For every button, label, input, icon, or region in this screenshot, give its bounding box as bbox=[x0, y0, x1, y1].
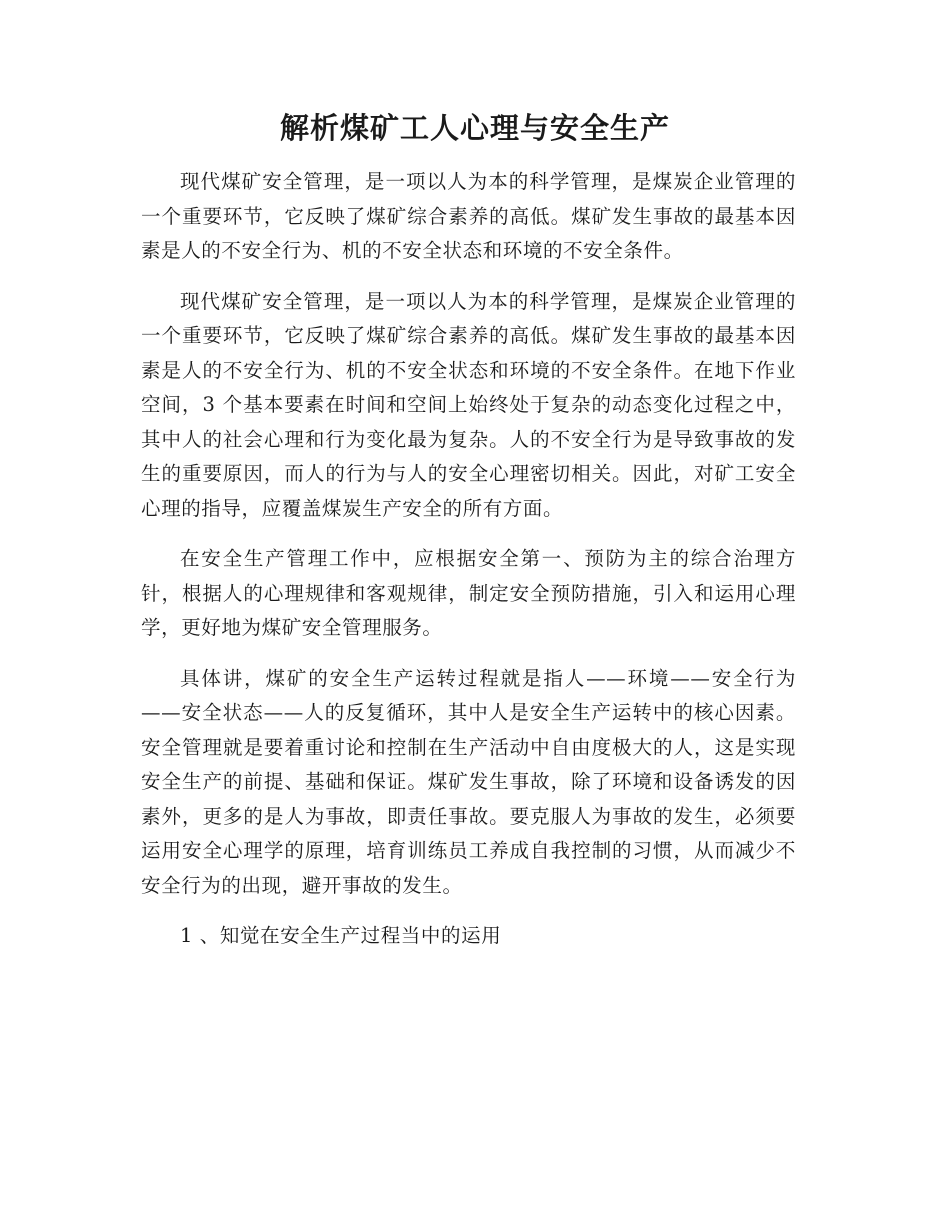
paragraph-2: 现代煤矿安全管理，是一项以人为本的科学管理，是煤炭企业管理的一个重要环节，它反映了煤矿综合素养的高低。煤矿发生事故的最基本因素是人的不安全行为、机的不安全状态和环境的不安全条件。在地下作业空间，3 个基本要素在时间和空间上始终处于复杂的动态变化过程之中，其中人的社会心理和行为变化最为复杂。人的不安全行为是导致事故的发生的重要原因，而人的行为与人的安全心理密切相关。因此，对矿工安全心理的指导，应覆盖煤炭生产安全的所有方面。 bbox=[141, 289, 796, 520]
document-body bbox=[141, 165, 796, 970]
paragraph-3: 在安全生产管理工作中，应根据安全第一、预防为主的综合治理方针，根据人的心理规律和客观规律，制定安全预防措施，引入和运用心理学，更好地为煤矿安全管理服务。 bbox=[141, 547, 796, 639]
document-title: 解析煤矿工人心理与安全生产 bbox=[279, 111, 670, 145]
paragraph-1: 现代煤矿安全管理，是一项以人为本的科学管理，是煤炭企业管理的一个重要环节，它反映了煤矿综合素养的高低。煤矿发生事故的最基本因素是人的不安全行为、机的不安全状态和环境的不安全条件。 bbox=[141, 170, 796, 262]
section-heading-1: 1 、知觉在安全生产过程当中的运用 bbox=[180, 924, 502, 947]
paragraph-4: 具体讲，煤矿的安全生产运转过程就是指人——环境——安全行为——安全状态——人的反复循环，其中人是安全生产运转中的核心因素。安全管理就是要着重讨论和控制在生产活动中自由度极大的人，这是实现安全生产的前提、基础和保证。煤矿发生事故，除了环境和设备诱发的因素外，更多的是人为事故，即责任事故。要克服人为事故的发生，必须要运用安全心理学的原理，培育训练员工养成自我控制的习惯，从而减少不安全行为的出现，避开事故的发生。 bbox=[141, 666, 796, 897]
